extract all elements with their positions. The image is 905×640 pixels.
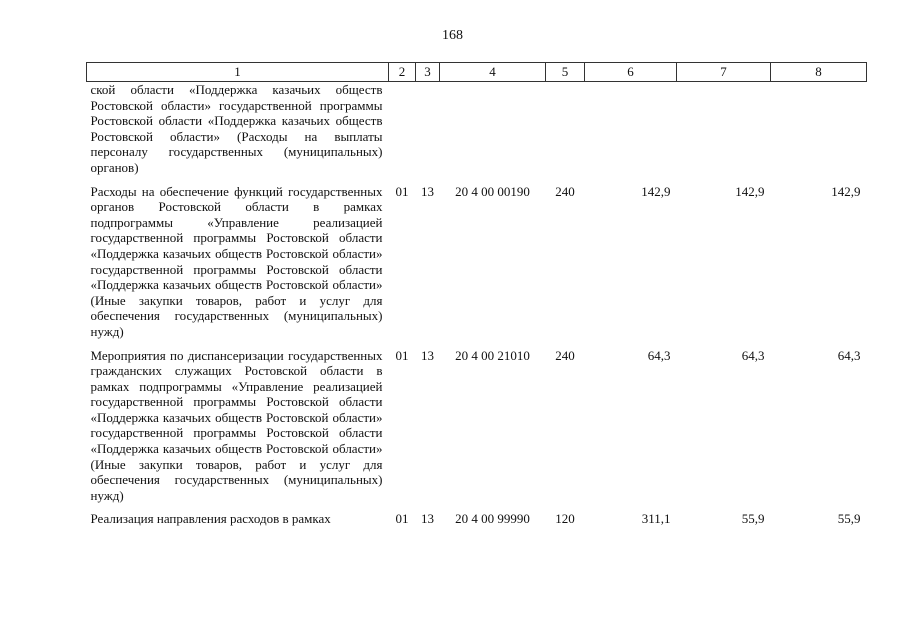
row-target-article: 20 4 00 21010 (455, 347, 530, 363)
table-row (87, 184, 867, 348)
row-expense-type: 120 (555, 511, 575, 527)
row-target-article: 20 4 00 99990 (455, 511, 530, 527)
table-row (87, 82, 867, 184)
row-amount-2: 142,9 (735, 183, 765, 199)
column-header-5: 5 (546, 63, 585, 82)
row-amount-2: 64,3 (741, 347, 765, 363)
row-description: ской области «Поддержка казачьих обществ Ростовской области» государственной программы Ростовской области «Поддержка казачьих обществ Ростовской области» (Расходы на выплаты персоналу государственных (муниципальных) органов) (90, 82, 383, 175)
table-header-row (87, 63, 867, 82)
row-expense-type (546, 82, 585, 184)
row-subsection-code: 13 (421, 511, 434, 527)
row-description: Расходы на обеспечение функций государственных органов Ростовской области в рамках подпрограммы «Управление реализацией государственной программы Ростовской области «Поддержка казачьих обществ Ростовской области» государственной программы Ростовской области «Поддержка казачьих обществ Ростовской области» (Иные закупки товаров, работ и услуг для обеспечения государственных (муниципальных) нужд) (90, 183, 383, 339)
row-subsection-code (416, 82, 440, 184)
row-section-code (389, 82, 416, 184)
row-target-article (440, 82, 546, 184)
row-amount-1: 64,3 (647, 347, 671, 363)
column-header-1: 1 (87, 63, 389, 82)
row-description: Мероприятия по диспансеризации государственных гражданских служащих Ростовской области в рамках подпрограммы «Управление реализацией государственной программы Ростовской области «Поддержка казачьих обществ Ростовской области» государственной программы Ростовской области «Поддержка казачьих обществ Ростовской области» (Иные закупки товаров, работ и услуг для обеспечения государственных (муниципальных) нужд) (90, 347, 383, 503)
column-header-6: 6 (585, 63, 677, 82)
row-amount-3: 55,9 (837, 511, 861, 527)
row-section-code: 01 (395, 347, 409, 363)
column-header-3: 3 (416, 63, 440, 82)
row-subsection-code: 13 (421, 347, 434, 363)
row-target-article: 20 4 00 00190 (455, 183, 530, 199)
row-expense-type: 240 (555, 183, 575, 199)
row-amount-1 (585, 82, 677, 184)
row-section-code: 01 (395, 511, 409, 527)
row-subsection-code: 13 (421, 183, 434, 199)
row-amount-3 (771, 82, 867, 184)
table-row (87, 511, 867, 535)
row-expense-type: 240 (555, 347, 575, 363)
row-amount-1: 142,9 (641, 183, 671, 199)
row-description: Реализация направления расходов в рамках (90, 511, 331, 527)
column-header-4: 4 (440, 63, 546, 82)
row-amount-2 (677, 82, 771, 184)
page-number: 168 (442, 28, 463, 43)
row-amount-1: 311,1 (641, 511, 671, 527)
table-row (87, 348, 867, 512)
row-amount-2: 55,9 (741, 511, 765, 527)
budget-table (86, 62, 867, 535)
row-amount-3: 64,3 (837, 347, 861, 363)
column-header-7: 7 (677, 63, 771, 82)
column-header-8: 8 (771, 63, 867, 82)
row-section-code: 01 (395, 183, 409, 199)
column-header-2: 2 (389, 63, 416, 82)
row-amount-3: 142,9 (831, 183, 861, 199)
